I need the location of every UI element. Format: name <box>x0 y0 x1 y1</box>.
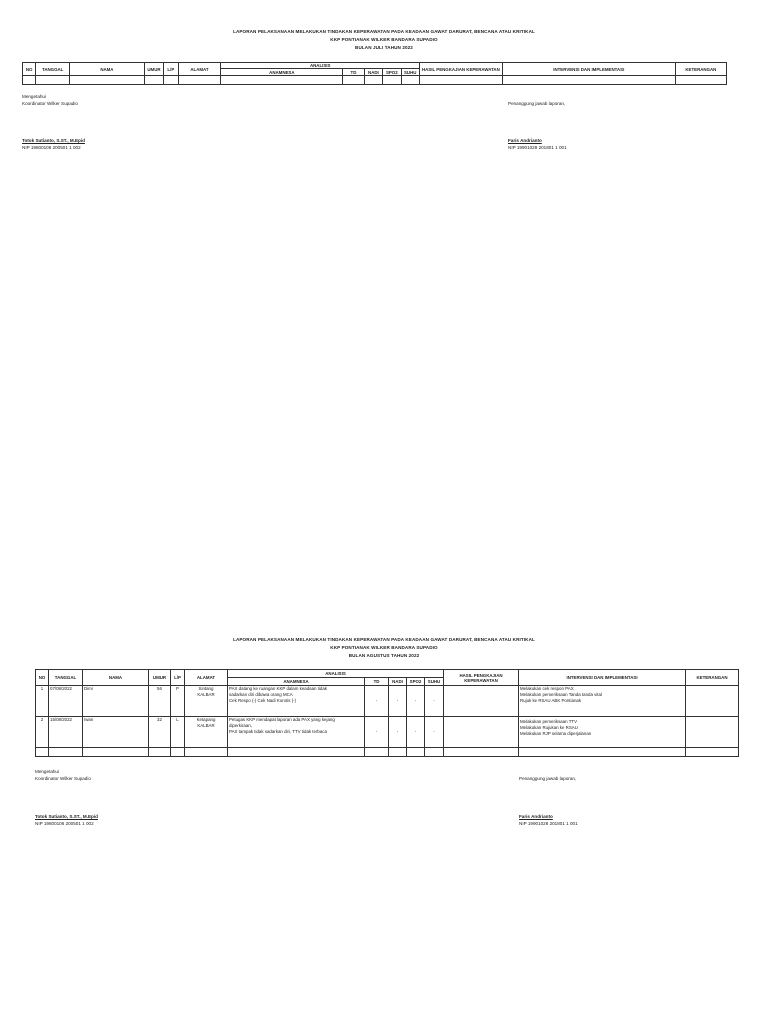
intervensi-line: Melakukan pemeriksaan Tanda tanda vital <box>520 692 602 698</box>
anamnesa-line: Cek Respo (-) Cek Nadi Korotis (-) <box>229 698 297 704</box>
koordinator-label: Koordinator Wilker Supadio <box>22 101 78 106</box>
cell-spo2: - <box>407 717 425 748</box>
mengetahui-label: Mengetahui <box>22 94 47 99</box>
header-suhu: SUHU <box>425 678 444 686</box>
header-nadi: NADI <box>364 69 382 76</box>
anamnesa-line: Petugas KKP mendapat laporan ada PAX yang kejang <box>229 717 335 722</box>
report-period: BULAN JULI TAHUN 2022 <box>355 45 413 50</box>
header-td: TD <box>343 69 364 76</box>
report-subtitle: KKP PONTIANAK WILKER BANDARA SUPADIO <box>330 645 438 650</box>
signature-left <box>22 93 85 151</box>
alamat-line: Sintang <box>198 686 214 691</box>
signer-name: Faris Andrianto <box>508 138 542 143</box>
header-anamnesa: ANAMNESA <box>228 678 365 686</box>
intervensi-line: Melakukan RJP selama diperjalanan <box>520 731 592 737</box>
cell-lp: P <box>171 686 185 717</box>
header-analisis: ANALISIS <box>221 63 419 69</box>
header-anamnesa: ANAMNESA <box>221 69 343 76</box>
header-alamat: ALAMAT <box>178 63 221 76</box>
intervensi-line: Melakukan Rujukan ke RSAU <box>520 725 578 731</box>
header-hasil: HASIL PENGKAJIAN KEPERAWATAN <box>444 670 519 686</box>
cell-suhu: - <box>425 717 444 748</box>
header-suhu: SUHU <box>401 69 419 76</box>
header-intervensi: INTERVENSI DAN IMPLEMENTASI <box>502 63 675 76</box>
header-keterangan: KETERANGAN <box>686 670 739 686</box>
cell-tanggal: 07/08/2022 <box>49 686 83 717</box>
cell-nama: Dimi <box>83 686 149 717</box>
signature-right <box>519 775 578 827</box>
header-hasil: HASIL PENGKAJIAN KEPERAWATAN <box>419 63 502 76</box>
intervensi-line: Melakukan pemeriksaan TTV <box>520 719 578 724</box>
header-td: TD <box>365 678 389 686</box>
alamat-line: KALBAR <box>197 723 215 729</box>
header-keterangan: KETERANGAN <box>675 63 726 76</box>
cell-no: 1 <box>36 686 49 717</box>
header-lp: L/P <box>164 63 178 76</box>
header-alamat: ALAMAT <box>185 670 228 686</box>
cell-keterangan <box>686 686 739 717</box>
mengetahui-label: Mengetahui <box>35 769 60 774</box>
report-title: LAPORAN PELAKSANAAN MELAKUKAN TINDAKAN KEPERAWATAN PADA KEADAAN GAWAT DARURAT, BENCANA ATAU KRITIKAL <box>233 29 535 34</box>
alamat-line: Ketapang <box>196 717 216 722</box>
signer-nip: NIP 19901028 201801 1 001 <box>519 821 578 826</box>
header-nama: NAMA <box>70 63 145 76</box>
report-table-august <box>35 669 739 757</box>
signer-name: Totok Sutianto, S.ST., M.Epid <box>35 814 98 819</box>
header-intervensi: INTERVENSI DAN IMPLEMENTASI <box>519 670 686 686</box>
koordinator-label: Koordinator Wilker Supadio <box>35 776 91 781</box>
cell-intervensi <box>519 717 686 748</box>
anamnesa-line: sadarkan diri dibawa orang MCA <box>229 692 293 698</box>
header-nadi: NADI <box>389 678 407 686</box>
signer-name: Totok Sutianto, S.ST., M.Epid <box>22 138 85 143</box>
signature-left <box>35 768 98 827</box>
cell-td: - <box>365 717 389 748</box>
cell-nama: Iwan <box>83 717 149 748</box>
report-august <box>0 636 768 660</box>
signer-nip: NIP 19800106 200501 1 002 <box>22 145 81 150</box>
anamnesa-line: PAX datang ke ruangan KKP dalam keadaan tidak <box>229 686 327 691</box>
cell-umur: 56 <box>149 686 171 717</box>
penanggung-label: Penanggung jawab laporan, <box>508 101 566 106</box>
cell-spo2: - <box>407 686 425 717</box>
cell-umur: 32 <box>149 717 171 748</box>
cell-no: 2 <box>36 717 49 748</box>
signer-nip: NIP 19901028 201801 1 001 <box>508 145 567 150</box>
signature-right <box>508 100 567 151</box>
cell-suhu: - <box>425 686 444 717</box>
table-row <box>23 76 727 85</box>
report-july <box>0 28 768 52</box>
header-umur: UMUR <box>144 63 163 76</box>
cell-tanggal: 15/08/2022 <box>49 717 83 748</box>
header-lp: L/P <box>171 670 185 686</box>
table-row <box>36 748 739 757</box>
header-analisis: ANALISIS <box>228 670 444 678</box>
header-spo2: SPO2 <box>383 69 401 76</box>
cell-anamnesa <box>228 686 365 717</box>
header-no: NO <box>36 670 49 686</box>
header-umur: UMUR <box>149 670 171 686</box>
cell-anamnesa <box>228 717 365 748</box>
report-period: BULAN AGUSTUS TAHUN 2022 <box>348 653 420 658</box>
intervensi-line: Melakukan cek respon PAX <box>520 686 574 691</box>
signer-name: Faris Andrianto <box>519 814 553 819</box>
header-tanggal: TANGGAL <box>36 63 70 76</box>
header-tanggal: TANGGAL <box>49 670 83 686</box>
cell-intervensi <box>519 686 686 717</box>
cell-td: - <box>365 686 389 717</box>
report-subtitle: KKP PONTIANAK WILKER BANDARA SUPADIO <box>330 37 438 42</box>
alamat-line: KALBAR <box>197 692 215 698</box>
report-title: LAPORAN PELAKSANAAN MELAKUKAN TINDAKAN KEPERAWATAN PADA KEADAAN GAWAT DARURAT, BENCANA ATAU KRITIKAL <box>233 637 535 642</box>
intervensi-line: Rujuk ke RSAU ABK Pontianak <box>520 698 582 704</box>
cell-keterangan <box>686 717 739 748</box>
signer-nip: NIP 19800106 200501 1 002 <box>35 821 94 826</box>
cell-hasil <box>444 717 519 748</box>
table-row <box>36 686 739 717</box>
header-nama: NAMA <box>83 670 149 686</box>
header-spo2: SPO2 <box>407 678 425 686</box>
header-no: NO <box>23 63 36 76</box>
anamnesa-line: PAX tampak tidak sadarkan diri, TTV tidak terbaca <box>229 729 327 735</box>
cell-alamat <box>185 717 228 748</box>
cell-nadi: - <box>389 686 407 717</box>
cell-lp: L <box>171 717 185 748</box>
cell-hasil <box>444 686 519 717</box>
cell-nadi: - <box>389 717 407 748</box>
cell-alamat <box>185 686 228 717</box>
report-table-july <box>22 62 727 85</box>
anamnesa-line: diperkiraan, <box>229 723 252 729</box>
penanggung-label: Penanggung jawab laporan, <box>519 776 577 781</box>
table-row <box>36 717 739 748</box>
